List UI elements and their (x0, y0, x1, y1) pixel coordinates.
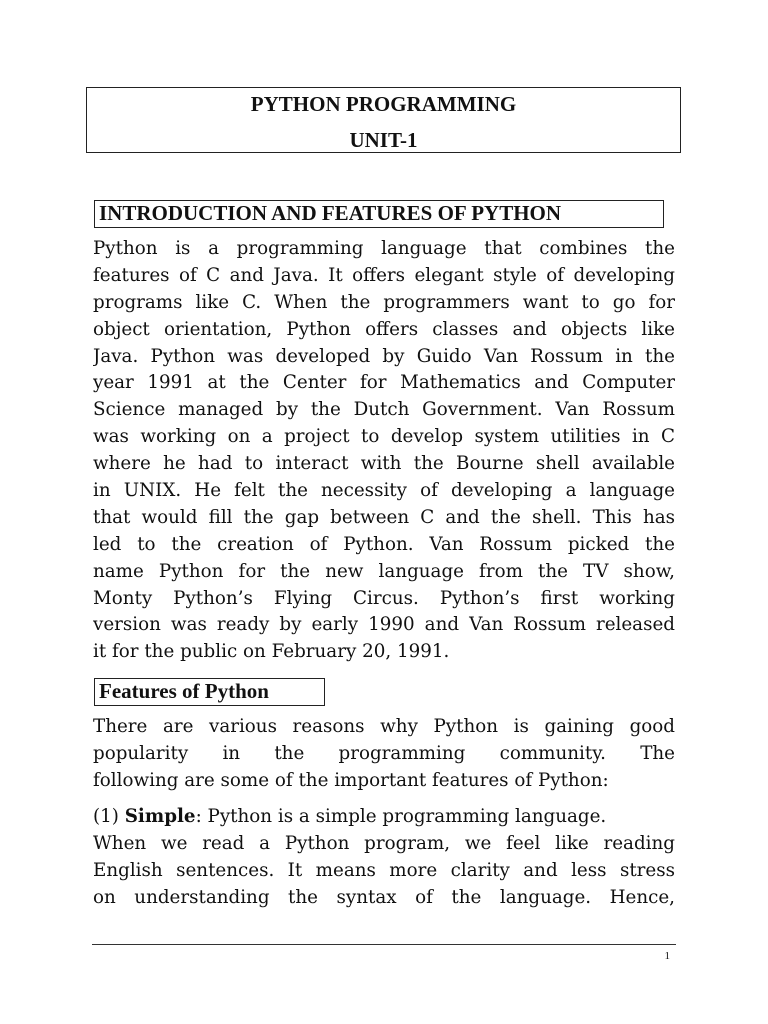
paragraph-line: it for the public on February 20, 1991. (93, 641, 450, 663)
paragraph-line: where he had to interact with the Bourne shell available (93, 453, 675, 475)
paragraph-line: name Python for the new language from the TV show, (93, 560, 675, 582)
paragraph-line: English sentences. It means more clarity and less stress (93, 859, 675, 881)
section-heading-features: Features of Python (94, 678, 325, 706)
page-number: 1 (664, 950, 670, 962)
paragraph-line: following are some of the important features of Python: (93, 769, 609, 791)
paragraph-line: object orientation, Python offers classes and objects like (93, 318, 675, 340)
paragraph-line: programs like C. When the programmers want to go for (93, 291, 675, 313)
feature-first-line (93, 804, 675, 831)
title-box (86, 87, 681, 153)
paragraph-line: in UNIX. He felt the necessity of developing a language (93, 480, 675, 502)
paragraph-line: led to the creation of Python. Van Rossum picked the (93, 533, 675, 555)
paragraph-line: year 1991 at the Center for Mathematics and Computer (93, 372, 675, 394)
paragraph-line: Python is a programming language that combines the (93, 238, 675, 259)
paragraph-line: Java. Python was developed by Guido Van Rossum in the (93, 345, 675, 367)
paragraph-line: There are various reasons why Python is gaining good (93, 716, 675, 737)
unit-label: UNIT-1 (349, 128, 418, 152)
paragraph-line: version was ready by early 1990 and Van Rossum released (93, 614, 675, 636)
introduction-paragraph (93, 236, 675, 666)
feature-number: (1) (93, 806, 125, 827)
paragraph-line: that would fill the gap between C and the shell. This has (93, 506, 675, 528)
paragraph-line: When we read a Python program, we feel like reading (93, 832, 675, 854)
footer-divider (92, 944, 676, 945)
paragraph-line: popularity in the programming community. The (93, 742, 675, 764)
feature-term-simple: Simple (124, 806, 196, 827)
paragraph-line: Science managed by the Dutch Government. Van Rossum (93, 399, 675, 421)
paragraph-line: features of C and Java. It offers elegant style of developing (93, 264, 675, 286)
paragraph-line: on understanding the syntax of the language. Hence, (93, 886, 675, 908)
section-heading-introduction: INTRODUCTION AND FEATURES OF PYTHON (94, 200, 664, 228)
paragraph-line: Monty Python’s Flying Circus. Python’s first working (93, 587, 675, 609)
document-title: PYTHON PROGRAMMING (250, 92, 517, 116)
feature-simple-paragraph (93, 804, 675, 912)
features-intro-paragraph (93, 714, 675, 795)
paragraph-line: was working on a project to develop system utilities in C (93, 426, 675, 448)
feature-first-line-text: : Python is a simple programming language. (195, 806, 607, 827)
